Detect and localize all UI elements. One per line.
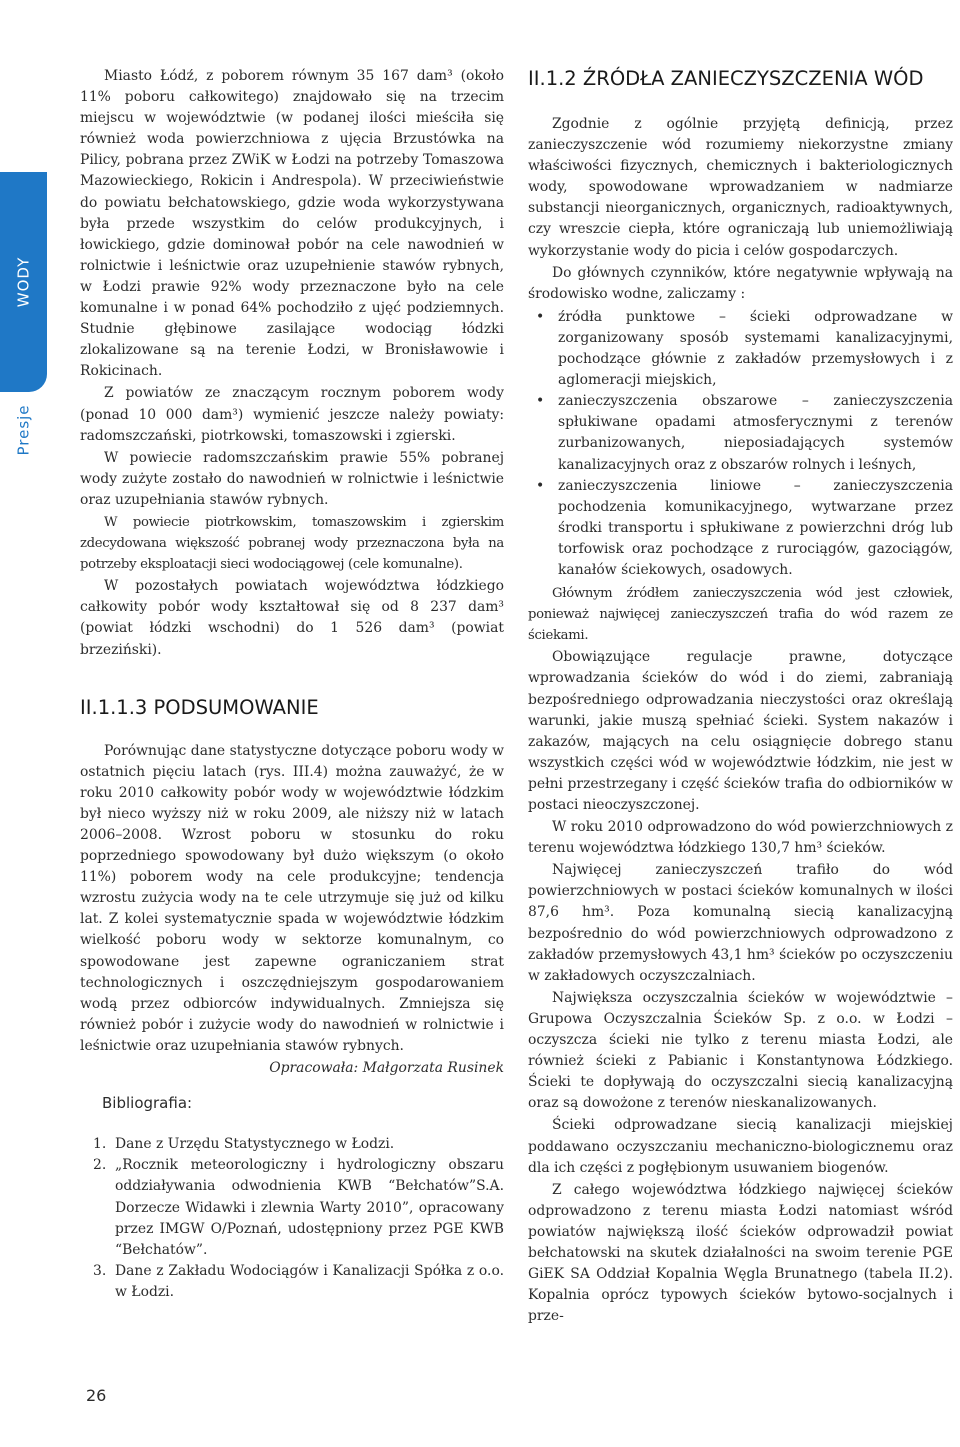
paragraph: W roku 2010 odprowadzono do wód powierzchniowych z terenu województwa łódzkiego 130,7 hm³ ścieków. <box>528 819 953 857</box>
section-tab-presje-label: Presje <box>14 404 33 456</box>
summary-paragraph: Porównując dane statystyczne dotyczące poboru wody w ostatnich pięciu latach (rys. III.4) można zauważyć, że w roku 2010 całkowity pobór wody w województwie łódzkim był nieco wyższy niż w roku 2009, ale niższy niż w latach 2006–2008. Wzrost poboru w stosunku do roku poprzedniego spowodowany był dużo większym (o około 11%) poborem wody na cele produkcyjne; tendencja wzrostu zużycia wody na te cele utrzymuje się już od kilku lat. Z kolei systematycznie spada w województwie łódzkim wielkość poboru wody w sektorze komunalnym, co spowodowane jest zapewne ograniczaniem strat technologicznych i oszczędniejszym gospodarowaniem wodą przez odbiorców indywidualnych. Zmniejsza się również pobór i zużycie wody do nawodnień w rolnictwie i leśnictwie oraz uzupełniania stawów rybnych. <box>80 742 504 1054</box>
pollution-factors-list <box>528 307 953 581</box>
bibliography-item-number: 1. <box>93 1136 107 1153</box>
paragraph: Z całego województwa łódzkiego najwięcej ścieków odprowadzono z terenu miasta Łodzi natomiast wśród powiatów największą ilość ścieków odprowadził powiat bełchatowski na skutek działalności na swoim terenie PGE GiEK SA Oddział Kopalnia Węgla Brunatnego (tabela II.2). Kopalnia oprócz typowych ścieków bytowo-socjalnych i prze- <box>528 1181 953 1325</box>
right-column <box>528 66 953 1327</box>
side-tab <box>0 0 47 1447</box>
bibliography-item-number: 2. <box>93 1157 107 1174</box>
bibliography-item <box>93 1155 504 1260</box>
paragraph: W powiecie radomszczańskim prawie 55% pobranej wody zużyte zostało do nawodnień w rolnictwie i leśnictwie oraz uzupełniania stawów rybnych. <box>80 449 504 508</box>
left-column <box>80 66 504 1303</box>
author-credit: Opracowała: Małgorzata Rusinek <box>269 1060 504 1077</box>
paragraph: Największa oczyszczalnia ścieków w województwie – Grupowa Oczyszczalnia Ścieków Sp. z o.o. w Łodzi – oczyszcza ścieki nie tylko z terenu miasta Łodzi, ale również ścieki z Pabianic i Konstantynowa Łódzkiego. Ścieki te dopływają do oczyszczalni siecią kanalizacyjną oraz są dowożone z terenów nieskanalizowanych. <box>528 989 953 1112</box>
bibliography-item <box>93 1261 504 1303</box>
section-tab-wody-label: WODY <box>14 256 33 308</box>
paragraph: Zgodnie z ogólnie przyjętą definicją, przez zanieczyszczenie wód rozumiemy niekorzystne zmiany właściwości fizycznych, chemicznych i bakteriologicznych wody, spowodowane wprowadzaniem w nadmiarze substancji nieorganicznych, organicznych, radioaktywnych, czy wreszcie ciepła, które ograniczają lub uniemożliwiają wykorzystanie wody do picia i celów gospodarczych. <box>528 116 953 259</box>
bibliography-list <box>80 1134 504 1303</box>
list-item: • źródła punktowe – ścieki odprowadzane w zorganizowany sposób systemami kanalizacyjnymi, pochodzące głównie z zakładów przemysłowych i z aglomeracji miejskich, <box>558 307 953 391</box>
section-heading-podsumowanie: II.1.1.3 PODSUMOWANIE <box>80 695 319 719</box>
paragraph: W pozostałych powiatach województwa łódzkiego całkowity pobór wody kształtował się od 8 237 dam³ (powiat łódzki wschodni) do 1 526 dam³ (powiat brzeziński). <box>80 578 504 658</box>
bibliography-item <box>93 1134 504 1155</box>
paragraph: Głównym źródłem zanieczyszczenia wód jest człowiek, ponieważ najwięcej zanieczyszczeń trafia do wód razem ze ściekami. <box>528 586 953 644</box>
paragraph: Z powiatów ze znaczącym rocznym poborem wody (ponad 10 000 dam³) wymienić jeszcze należy powiaty: radomszczański, piotrkowski, tomaszowski i zgierski. <box>80 385 504 444</box>
section-tab-presje[interactable] <box>0 395 47 465</box>
bibliography-item-text: „Rocznik meteorologiczny i hydrologiczny obszaru oddziaływania odwodnienia KWB “Bełchatów”S.A. Dorzecze Widawki i zlewnia Warty 2010”, opracowany przez IMGW O/Poznań, udostępniony przez PGE KWB “Bełchatów”. <box>115 1157 504 1258</box>
bibliography-item-text: Dane z Urzędu Statystycznego w Łodzi. <box>115 1136 395 1153</box>
list-item: • zanieczyszczenia obszarowe – zanieczyszczenia spłukiwane opadami atmosferycznymi z terenów zurbanizowanych, nieposiadających systemów kanalizacyjnych oraz z obszarów rolnych i leśnych, <box>558 391 953 475</box>
paragraph: Obowiązujące regulacje prawne, dotyczące wprowadzania ścieków do wód i do ziemi, zabraniają bezpośredniego odprowadzania nieczystości oraz określają warunki, jakie muszą spełniać ścieki. System nakazów i zakazów, mających na celu osiągnięcie dobrego stanu wszystkich części wód w województwie łódzkim, nie jest w pełni przestrzegany i część ścieków trafia do odbiorników w postaci nieoczyszczonej. <box>528 649 953 813</box>
section-heading-zrodla: II.1.2 ŹRÓDŁA ZANIECZYSZCZENIA WÓD <box>528 67 924 90</box>
paragraph: W powiecie piotrkowskim, tomaszowskim i zgierskim zdecydowana większość pobranej wody przeznaczona była na potrzeby eksploatacji sieci wodociągowej (cele komunalne). <box>80 514 504 573</box>
paragraph: Do głównych czynników, które negatywnie wpływają na środowisko wodne, zaliczamy : <box>528 264 953 302</box>
page-number: 26 <box>86 1386 107 1405</box>
bibliography-item-number: 3. <box>93 1262 107 1279</box>
paragraph: Miasto Łódź, z poborem równym 35 167 dam³ (około 11% poboru całkowitego) znajdowało się na trzecim miejscu w województwie (w podanej ilości mieściła się również woda powierzchniowa z ujęcia Brzustówka na Pilicy, pobrana przez ZWiK w Łodzi na potrzeby Tomaszowa Mazowieckiego, Rokicin i Andrespola). W przeciwieństwie do powiatu bełchatowskiego, gdzie woda wykorzystywana była przede wszystkim do celów produkcyjnych, i łowickiego, gdzie dominował pobór na cele nawodnień w rolnictwie i leśnictwie oraz uzupełnienie stawów rybnych, w Łodzi prawie 92% wody przeznaczone było na cele komunalne i w ponad 64% pochodziło z ujęć podziemnych. Studnie głębinowe zasilające wodociąg łódzki zlokalizowane są na terenie Łodzi, w Bronisławowie i Rokicinach. <box>80 68 504 380</box>
paragraph: Najwięcej zanieczyszczeń trafiło do wód powierzchniowych w postaci ścieków komunalnych w ilości 87,6 hm³. Poza komunalną siecią kanalizacyjną bezpośrednio do wód powierzchniowych odprowadzono z zakładów przemysłowych 43,1 hm³ ścieków po oczyszczeniu w zakładowych oczyszczalniach. <box>528 862 953 984</box>
bibliography-item-text: Dane z Zakładu Wodociągów i Kanalizacji Spółka z o.o. w Łodzi. <box>115 1262 504 1300</box>
section-tab-wody[interactable] <box>0 172 47 392</box>
paragraph: Ścieki odprowadzane siecią kanalizacji miejskiej poddawano oczyszczaniu mechaniczno-biologicznemu oraz dla ich części z pogłębionym usuwaniem biogenów. <box>528 1117 953 1176</box>
bibliography-heading: Bibliografia: <box>102 1094 193 1113</box>
list-item: • zanieczyszczenia liniowe – zanieczyszczenia pochodzenia komunikacyjnego, wytwarzane przez środki transportu i spłukiwane z powierzchni dróg lub torfowisk oraz pochodzące z rurociągów, gazociągów, kanałów ściekowych, osadowych. <box>558 476 953 581</box>
